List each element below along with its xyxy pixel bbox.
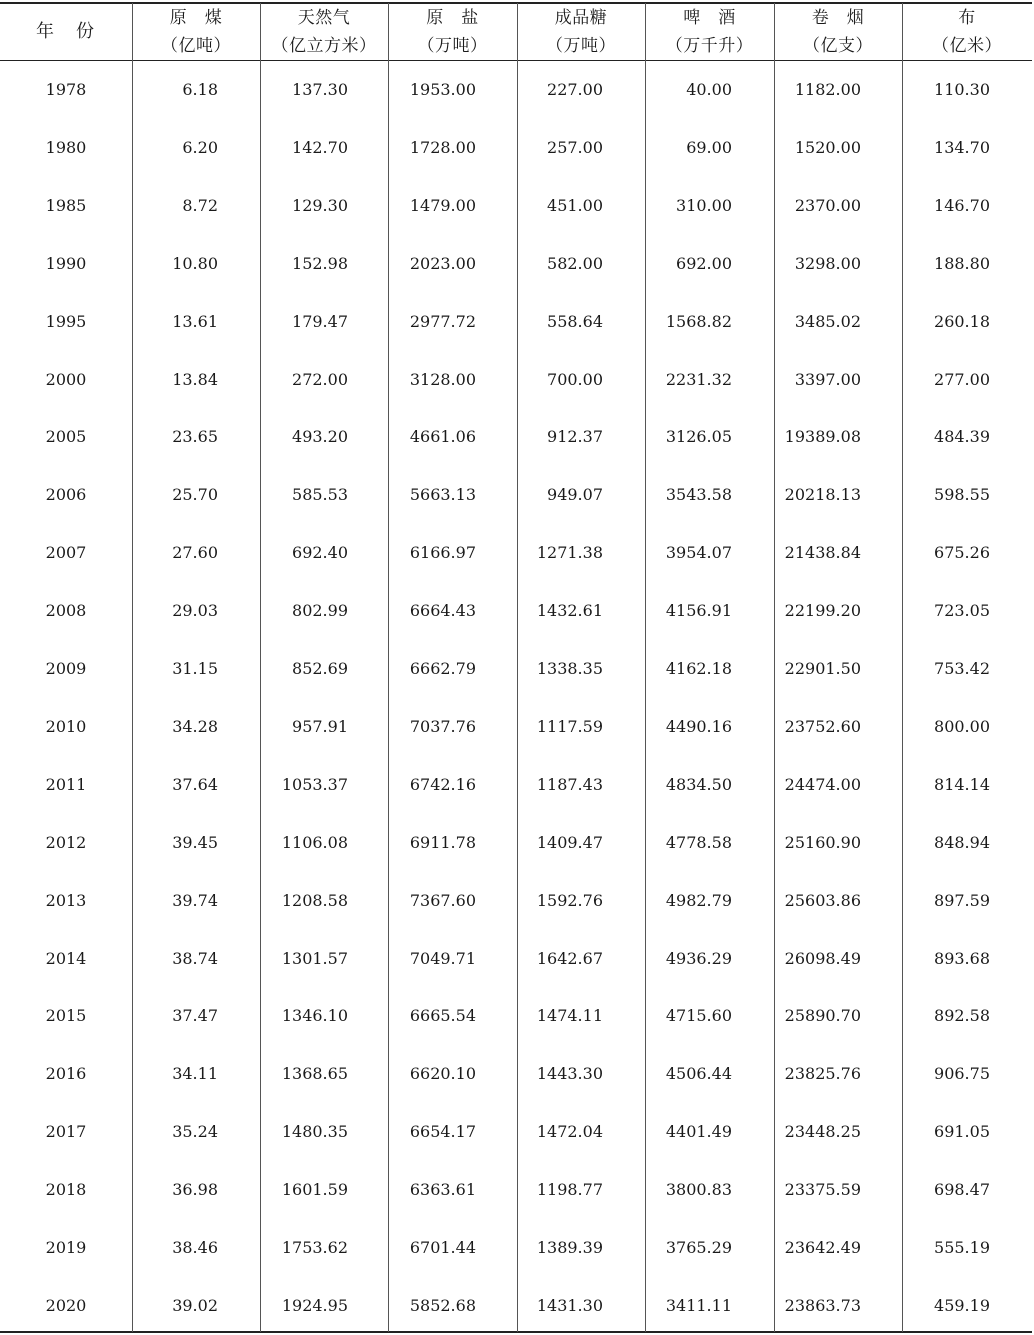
cell-year: 2011 [45,774,87,794]
cell-raw-salt: 7049.71 [409,948,476,968]
cell-cigarettes: 3397.00 [794,369,861,389]
header-unit: （亿米） [932,35,1002,56]
table-row [0,1103,1032,1161]
table-row [0,119,1032,177]
cell-beer: 4982.79 [665,890,732,910]
cell-beer: 4715.60 [665,1006,732,1026]
header-unit: （万吨） [546,35,616,56]
header-beer [645,3,774,60]
cell-natural-gas: 129.30 [292,195,348,215]
cell-raw-coal: 29.03 [172,601,218,621]
cell-natural-gas: 1753.62 [281,1238,348,1257]
cell-beer: 4936.29 [665,948,732,968]
cell-year: 1995 [45,311,87,331]
cell-cigarettes: 1182.00 [794,80,861,99]
cell-beer: 4778.58 [665,832,732,852]
cell-natural-gas: 1480.35 [281,1122,348,1142]
cell-cigarettes: 22901.50 [784,659,861,678]
cell-cigarettes: 23448.25 [784,1122,861,1142]
cell-sugar: 1187.43 [536,774,603,794]
cell-natural-gas: 585.53 [292,485,348,505]
cell-cloth: 484.39 [934,427,990,447]
cell-cigarettes: 24474.00 [784,774,861,794]
table-row [0,408,1032,466]
cell-natural-gas: 137.30 [292,80,348,99]
cell-raw-coal: 34.28 [172,716,218,736]
cell-raw-salt: 6654.17 [409,1122,476,1142]
cell-cloth: 555.19 [934,1238,990,1257]
cell-beer: 3126.05 [665,427,732,447]
cell-raw-coal: 6.18 [182,80,218,99]
cell-cigarettes: 21438.84 [784,543,861,563]
cell-raw-coal: 25.70 [172,485,218,505]
cell-sugar: 451.00 [547,195,603,215]
cell-year: 2009 [45,659,87,678]
cell-beer: 310.00 [676,195,732,215]
header-unit: （万千升） [665,35,754,56]
cell-sugar: 227.00 [547,80,603,99]
cell-raw-salt: 7037.76 [409,716,476,736]
cell-cloth: 188.80 [934,253,990,273]
cell-raw-salt: 6701.44 [409,1238,476,1257]
cell-cigarettes: 3485.02 [794,311,861,331]
table-row [0,987,1032,1045]
cell-cigarettes: 23752.60 [784,716,861,736]
cell-sugar: 1592.76 [536,890,603,910]
table-row [0,177,1032,235]
table-row [0,524,1032,582]
cell-cigarettes: 23642.49 [784,1238,861,1257]
cell-raw-salt: 6620.10 [409,1064,476,1084]
cell-sugar: 1431.30 [536,1295,603,1315]
cell-raw-salt: 7367.60 [409,890,476,910]
header-cloth [902,3,1032,60]
cell-cigarettes: 2370.00 [794,195,861,215]
cell-natural-gas: 692.40 [292,543,348,563]
cell-sugar: 1474.11 [536,1006,603,1026]
header-label: 年 份 [36,20,96,42]
table-row [0,466,1032,524]
header-unit: （亿吨） [161,35,231,56]
table-row [0,698,1032,756]
cell-beer: 3411.11 [665,1295,732,1315]
cell-cloth: 691.05 [934,1122,990,1142]
cell-beer: 4162.18 [665,659,732,678]
table-row [0,640,1032,698]
cell-raw-coal: 6.20 [182,137,218,157]
cell-sugar: 1198.77 [536,1180,603,1200]
cell-cigarettes: 1520.00 [794,137,861,157]
header-unit: （亿立方米） [271,35,377,56]
cell-natural-gas: 1053.37 [281,774,348,794]
cell-raw-coal: 39.45 [172,832,218,852]
cell-raw-coal: 36.98 [172,1180,218,1200]
cell-year: 2007 [45,543,87,563]
header-label: 原 盐 [426,7,479,28]
cell-beer: 69.00 [686,137,732,157]
cell-year: 2000 [45,369,87,389]
cell-natural-gas: 179.47 [292,311,348,331]
cell-raw-salt: 6166.97 [409,543,476,563]
cell-cigarettes: 20218.13 [784,485,861,505]
cell-raw-salt: 1953.00 [409,80,476,99]
cell-raw-coal: 13.84 [172,369,218,389]
cell-cigarettes: 23863.73 [784,1295,861,1315]
cell-cloth: 753.42 [934,659,990,678]
table-row [0,1045,1032,1103]
table-row [0,756,1032,814]
cell-cigarettes: 23825.76 [784,1064,861,1084]
cell-year: 2008 [45,601,87,621]
cell-raw-salt: 1479.00 [409,195,476,215]
cell-raw-salt: 6363.61 [409,1180,476,1200]
cell-beer: 3954.07 [665,543,732,563]
table-row [0,351,1032,409]
cell-sugar: 949.07 [547,485,603,505]
cell-beer: 3800.83 [665,1180,732,1200]
cell-raw-coal: 38.46 [172,1238,218,1257]
cell-raw-salt: 3128.00 [409,369,476,389]
cell-cigarettes: 22199.20 [784,601,861,621]
cell-raw-salt: 4661.06 [409,427,476,447]
cell-sugar: 582.00 [547,253,603,273]
cell-raw-salt: 2977.72 [409,311,476,331]
table-row [0,814,1032,872]
header-year [0,3,132,60]
cell-cigarettes: 25603.86 [784,890,861,910]
cell-raw-coal: 39.02 [172,1295,218,1315]
cell-year: 2018 [45,1180,87,1200]
cell-natural-gas: 142.70 [292,137,348,157]
cell-year: 1978 [45,80,87,99]
cell-cloth: 897.59 [934,890,990,910]
cell-natural-gas: 1208.58 [281,890,348,910]
cell-natural-gas: 1601.59 [281,1180,348,1200]
cell-sugar: 558.64 [547,311,603,331]
header-label: 卷 烟 [811,7,865,28]
header-label: 天然气 [297,7,351,28]
cell-year: 2015 [45,1006,87,1026]
cell-raw-coal: 37.47 [172,1006,218,1026]
header-cigarettes [774,3,902,60]
cell-raw-salt: 1728.00 [409,137,476,157]
cell-raw-salt: 6911.78 [409,832,476,852]
cell-year: 2010 [45,716,87,736]
cell-cigarettes: 25890.70 [784,1006,861,1026]
cell-raw-salt: 6664.43 [409,601,476,621]
cell-cloth: 598.55 [934,485,990,505]
cell-sugar: 1389.39 [536,1238,603,1257]
cell-cloth: 893.68 [934,948,990,968]
cell-cigarettes: 26098.49 [784,948,861,968]
table-row [0,1277,1032,1335]
cell-sugar: 1432.61 [536,601,603,621]
cell-sugar: 1117.59 [536,716,603,736]
cell-raw-coal: 35.24 [172,1122,218,1142]
cell-natural-gas: 1301.57 [281,948,348,968]
cell-cloth: 814.14 [934,774,990,794]
cell-natural-gas: 802.99 [292,601,348,621]
cell-cigarettes: 25160.90 [784,832,861,852]
header-unit: （万吨） [417,35,488,56]
cell-sugar: 257.00 [547,137,603,157]
cell-sugar: 1642.67 [536,948,603,968]
table-row [0,872,1032,930]
cell-raw-salt: 2023.00 [409,253,476,273]
cell-year: 2020 [45,1295,87,1315]
cell-cloth: 146.70 [934,195,990,215]
cell-beer: 3765.29 [665,1238,732,1257]
cell-sugar: 912.37 [547,427,603,447]
table-row [0,1161,1032,1219]
header-natural-gas [260,3,388,60]
cell-cloth: 134.70 [934,137,990,157]
cell-beer: 1568.82 [665,311,732,331]
cell-cloth: 675.26 [934,543,990,563]
cell-natural-gas: 493.20 [292,427,348,447]
cell-year: 2012 [45,832,87,852]
cell-cloth: 698.47 [934,1180,990,1200]
cell-raw-salt: 6742.16 [409,774,476,794]
cell-cloth: 459.19 [934,1295,990,1315]
cell-raw-salt: 6662.79 [409,659,476,678]
cell-natural-gas: 852.69 [292,659,348,678]
cell-year: 2017 [45,1122,87,1142]
cell-year: 2006 [45,485,87,505]
cell-cloth: 277.00 [934,369,990,389]
cell-raw-coal: 23.65 [172,427,218,447]
cell-beer: 2231.32 [665,369,732,389]
table-row [0,293,1032,351]
header-unit: （亿支） [803,35,873,56]
table-row [0,235,1032,293]
cell-cloth: 800.00 [934,716,990,736]
cell-year: 1990 [45,253,87,273]
cell-beer: 4490.16 [665,716,732,736]
header-label: 原 煤 [169,7,223,28]
cell-natural-gas: 1346.10 [281,1006,348,1026]
cell-raw-coal: 38.74 [172,948,218,968]
header-label: 布 [958,7,976,28]
cell-beer: 4506.44 [665,1064,732,1084]
cell-cloth: 723.05 [934,601,990,621]
cell-beer: 40.00 [686,80,732,99]
table-row [0,582,1032,640]
cell-raw-coal: 13.61 [172,311,218,331]
cell-cloth: 892.58 [934,1006,990,1026]
cell-raw-coal: 39.74 [172,890,218,910]
header-sugar [517,3,645,60]
cell-cigarettes: 23375.59 [784,1180,861,1200]
cell-natural-gas: 1368.65 [281,1064,348,1084]
cell-natural-gas: 272.00 [292,369,348,389]
cell-beer: 3543.58 [665,485,732,505]
cell-raw-salt: 5663.13 [409,485,476,505]
cell-sugar: 1338.35 [536,659,603,678]
cell-natural-gas: 1924.95 [281,1295,348,1315]
cell-sugar: 700.00 [547,369,603,389]
cell-beer: 4834.50 [665,774,732,794]
cell-raw-coal: 27.60 [172,543,218,563]
cell-natural-gas: 957.91 [292,716,348,736]
header-label: 啤 酒 [683,7,736,28]
cell-cloth: 906.75 [934,1064,990,1084]
cell-natural-gas: 1106.08 [281,832,348,852]
cell-sugar: 1409.47 [536,832,603,852]
table-row [0,930,1032,988]
cell-cigarettes: 19389.08 [784,427,861,447]
cell-sugar: 1472.04 [536,1122,603,1142]
cell-year: 1980 [45,137,87,157]
cell-year: 2016 [45,1064,87,1084]
cell-beer: 4401.49 [665,1122,732,1142]
cell-raw-coal: 8.72 [182,195,218,215]
cell-sugar: 1443.30 [536,1064,603,1084]
cell-raw-coal: 10.80 [172,253,218,273]
header-raw-salt [388,3,517,60]
cell-natural-gas: 152.98 [292,253,348,273]
cell-year: 2019 [45,1238,87,1257]
cell-cloth: 260.18 [934,311,990,331]
cell-cloth: 110.30 [934,80,990,99]
cell-sugar: 1271.38 [536,543,603,563]
cell-raw-coal: 31.15 [172,659,218,678]
cell-raw-salt: 6665.54 [409,1006,476,1026]
cell-raw-salt: 5852.68 [409,1295,476,1315]
table-row [0,1219,1032,1277]
cell-year: 2013 [45,890,87,910]
cell-year: 1985 [45,195,87,215]
cell-year: 2014 [45,948,87,968]
header-raw-coal [132,3,260,60]
cell-raw-coal: 37.64 [172,774,218,794]
cell-raw-coal: 34.11 [172,1064,218,1084]
header-label: 成品糖 [554,7,608,28]
cell-cigarettes: 3298.00 [794,253,861,273]
cell-cloth: 848.94 [934,832,990,852]
table-row [0,61,1032,119]
cell-beer: 4156.91 [665,601,732,621]
cell-year: 2005 [45,427,87,447]
cell-beer: 692.00 [676,253,732,273]
